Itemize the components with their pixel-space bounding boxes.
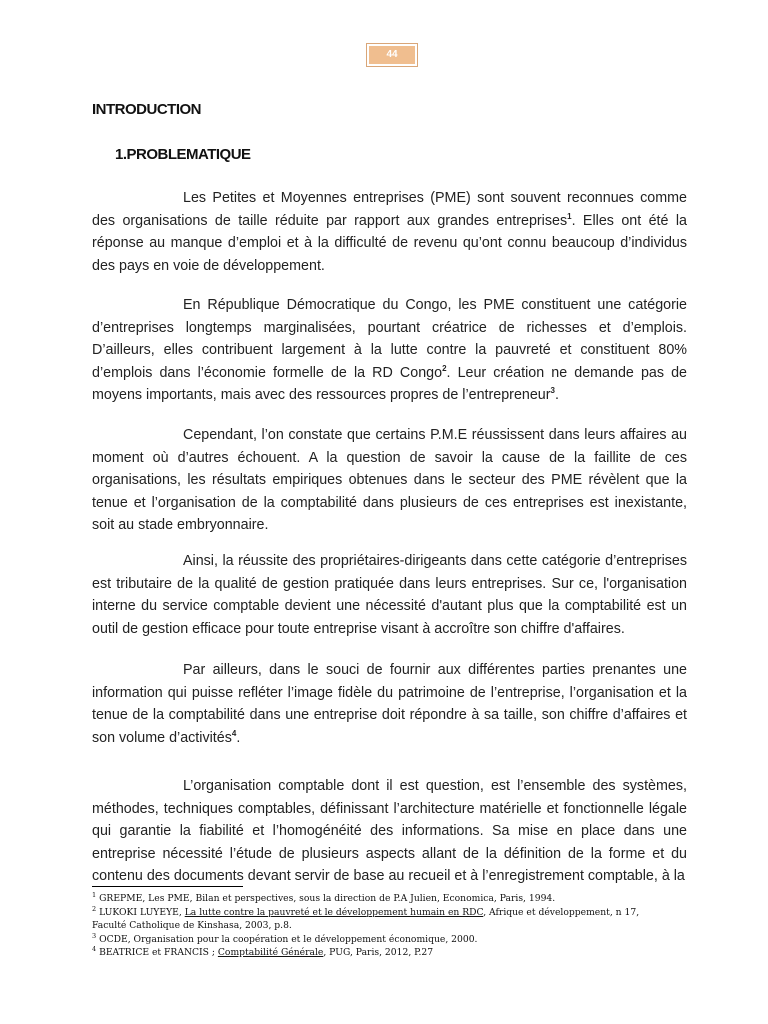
paragraph-text: Les Petites et Moyennes entreprises (PME) sont souvent reconnues comme des organisations de taille réduite par rapport aux grandes entreprises [92, 190, 687, 229]
footnote-number: 4 [92, 944, 97, 953]
page-number-badge [366, 43, 418, 67]
footnote-text: , PUG, Paris, 2012, P.27 [323, 947, 434, 958]
paragraph-6 [92, 775, 687, 888]
paragraph-text: . [236, 729, 241, 746]
footnote-text: OCDE, Organisation pour la coopération et le développement économique, 2000. [99, 933, 478, 945]
footnote-4 [92, 946, 692, 960]
footnote-2-continued: Faculté Catholique de Kinshasa, 2003, p.8. [92, 920, 292, 931]
footnotes [92, 892, 692, 960]
footnote-number: 3 [92, 931, 97, 940]
paragraph-1 [92, 187, 687, 277]
paragraph-text: . Leur création ne demande pas de moyens importants, mais avec des ressources propres de l’entrepreneur [92, 364, 687, 403]
footnote-cited-title: La lutte contre la pauvreté et le développement humain en RDC [184, 906, 484, 918]
paragraph-3 [92, 424, 687, 537]
footnote-1 [92, 892, 692, 906]
subsection-title: 1.PROBLEMATIQUE [115, 146, 251, 163]
footnote-ref: 4 [231, 728, 237, 738]
paragraph-text: L’organisation comptable dont il est question, est l’ensemble des systèmes, méthodes, techniques comptables, définissant l’architecture matérielle et fonctionnelle légale qui garantie la fiabilité et l’homogénéité des informations. Sa mise en place dans une entreprise nécessité l’étude de plusieurs aspects allant de la définition de la forme et du contenu des documents devant servir de base au recueil et à l’enregistrement comptable, à la [92, 778, 687, 884]
paragraph-text: . Elles ont été la réponse au manque d’emploi et à la difficulté de revenu qu’ont connu beaucoup d’individus des pays en voie de développement. [92, 212, 687, 274]
footnote-cited-title: Comptabilité Générale [217, 947, 324, 958]
footnote-number: 1 [92, 890, 97, 899]
paragraph-text: . [554, 387, 559, 403]
footnote-text: LUKOKI LUYEYE, [99, 906, 185, 918]
paragraph-4 [92, 550, 687, 640]
paragraph-text: Cependant, l’on constate que certains P.M.E réussissent dans leurs affaires au moment où d’autres échouent. A la question de savoir la cause de la faillite de ces organisations, les résultats empiriques obtenues dans le secteur des PME révèlent que la tenue et l’organisation de la comptabilité dans plusieurs de ces entreprises est inexistante, soit au stade embryonnaire. [92, 427, 687, 533]
footnote-ref: 3 [550, 386, 555, 396]
footnote-text: , Afrique et développement, n 17, [483, 906, 640, 918]
footnote-2 [92, 906, 692, 920]
paragraph-text: Par ailleurs, dans le souci de fournir aux différentes parties prenantes une information qui puisse refléter l’image fidèle du patrimoine de l’entreprise, l’organisation et la tenue de la comptabilité dans une entreprise doit répondre à sa taille, son chiffre d’affaires et son volume d’activités [92, 662, 687, 746]
footnote-text: BEATRICE et FRANCIS ; [99, 947, 218, 958]
paragraph-2 [92, 294, 687, 407]
footnote-ref: 1 [567, 211, 572, 221]
page-number: 44 [369, 46, 415, 64]
paragraph-5 [92, 659, 687, 749]
footnote-number: 2 [92, 904, 97, 913]
footnote-text: GREPME, Les PME, Bilan et perspectives, sous la direction de P.A Julien, Economica, Paris, 1994. [99, 893, 556, 904]
section-title: INTRODUCTION [92, 101, 201, 118]
footnote-ref: 2 [442, 363, 447, 373]
paragraph-text: Ainsi, la réussite des propriétaires-dirigeants dans cette catégorie d’entreprises est tributaire de la qualité de gestion pratiquée dans leurs entreprises. Sur ce, l'organisation interne du service comptable devient une nécessité d'autant plus que la comptabilité est un outil de gestion efficace pour toute entreprise visant à accroître son chiffre d'affaires. [92, 553, 687, 637]
footnote-separator [92, 886, 243, 887]
footnote-3 [92, 933, 692, 947]
paragraph-text: En République Démocratique du Congo, les PME constituent une catégorie d’entreprises longtemps marginalisées, pourtant créatrice de richesses et d’emplois. D’ailleurs, elles contribuent largement à la lutte contre la pauvreté et constituent 80% d’emplois dans l’économie formelle de la RD Congo [92, 297, 687, 381]
